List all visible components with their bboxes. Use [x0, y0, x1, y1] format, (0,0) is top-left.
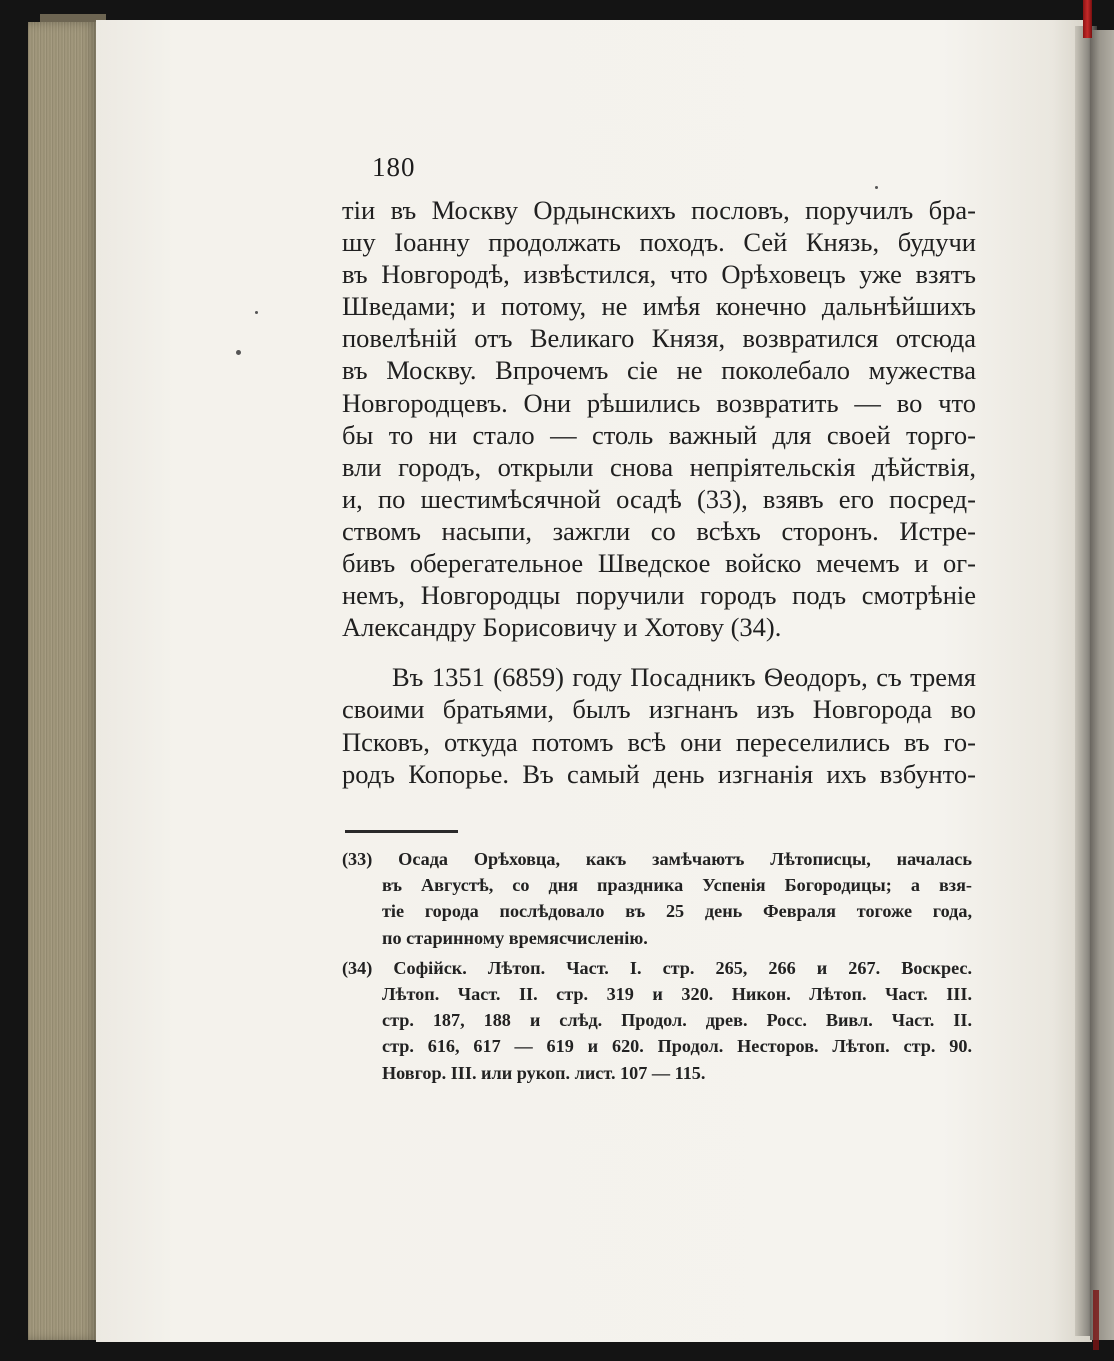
book-fore-edge: [28, 22, 98, 1340]
bookmark-ribbon: [1083, 0, 1092, 38]
text-line: тіи въ Москву Ордынскихъ пословъ, поручилъ бра-: [342, 195, 976, 225]
footnote-34: [342, 955, 972, 1086]
footnote-line: стр. 187, 188 и слѣд. Продол. древ. Росс. Вивл. Част. II.: [382, 1010, 972, 1031]
text-line: шу Іоанну продолжать походъ. Сей Князь, будучи: [342, 227, 976, 258]
text-line: въ Новгородѣ, извѣстился, что Орѣховецъ уже взятъ: [342, 259, 976, 290]
bookmark-ribbon-end: [1093, 1290, 1099, 1350]
text-line: бы то ни стало — столь важный для своей торго-: [342, 419, 976, 450]
footnotes: [342, 846, 972, 1090]
footnote-line: (34) Софійск. Лѣтоп. Част. I. стр. 265, 266 и 267. Воскрес.: [342, 957, 972, 978]
text-line: и, по шестимѣсячной осадѣ (33), взявъ его посред-: [342, 483, 976, 514]
facing-page-edge: [1090, 30, 1114, 1340]
text-line: бивъ оберегательное Шведское войско мечемъ и ог-: [342, 548, 976, 579]
text-line: Въ 1351 (6859) году Посадникъ Ѳеодоръ, съ тремя: [392, 662, 976, 693]
page-number: 180: [372, 152, 416, 182]
text-line: Шведами; и потому, не имѣя конечно дальнѣйшихъ: [342, 291, 976, 322]
text-line: своими братьями, былъ изгнанъ изъ Новгорода во: [342, 694, 976, 725]
footnote-line: тіе города послѣдовало въ 25 день Февраля тогоже года,: [382, 901, 972, 922]
text-line: въ Москву. Впрочемъ сіе не поколебало мужества: [342, 355, 976, 386]
footnote-line: (33) Осада Орѣховца, какъ замѣчаютъ Лѣтописцы, началась: [342, 849, 972, 869]
text-line: Новгородцевъ. Они рѣшились возвратить — во что: [342, 387, 976, 418]
paper-speck: [236, 350, 241, 355]
footnote-line: по старинному времясчисленію.: [382, 927, 648, 948]
footnote-line: Новгор. III. или рукоп. лист. 107 — 115.: [382, 1062, 706, 1083]
paper-speck: [875, 186, 878, 189]
footnote-line: стр. 616, 617 — 619 и 620. Продол. Несторов. Лѣтоп. стр. 90.: [382, 1036, 972, 1057]
text-line: Псковъ, откуда потомъ всѣ они переселились въ го-: [342, 726, 976, 757]
text-line: немъ, Новгородцы поручили городъ подъ смотрѣніе: [342, 580, 976, 611]
text-line: ствомъ насыпи, зажгли со всѣхъ сторонъ. Истре-: [342, 515, 976, 546]
footnote-separator: [345, 830, 458, 833]
text-line: Александру Борисовичу и Хотову (34).: [342, 612, 782, 643]
text-line: повелѣній отъ Великаго Князя, возвратился отсюда: [342, 323, 976, 354]
main-text: [342, 194, 976, 790]
footnote-line: Лѣтоп. Част. II. стр. 319 и 320. Никон. Лѣтоп. Част. III.: [382, 984, 972, 1005]
footnote-line: въ Августѣ, со дня праздника Успенія Богородицы; а взя-: [382, 875, 972, 896]
text-line: вли городъ, открыли снова непріятельскія дѣйствія,: [342, 451, 976, 482]
paragraph-2: [342, 661, 976, 789]
footnote-33: [342, 846, 972, 951]
text-line: родъ Копорье. Въ самый день изгнанія ихъ взбунто-: [342, 758, 976, 789]
paragraph-1: [342, 194, 976, 643]
paper-speck: [255, 311, 258, 314]
